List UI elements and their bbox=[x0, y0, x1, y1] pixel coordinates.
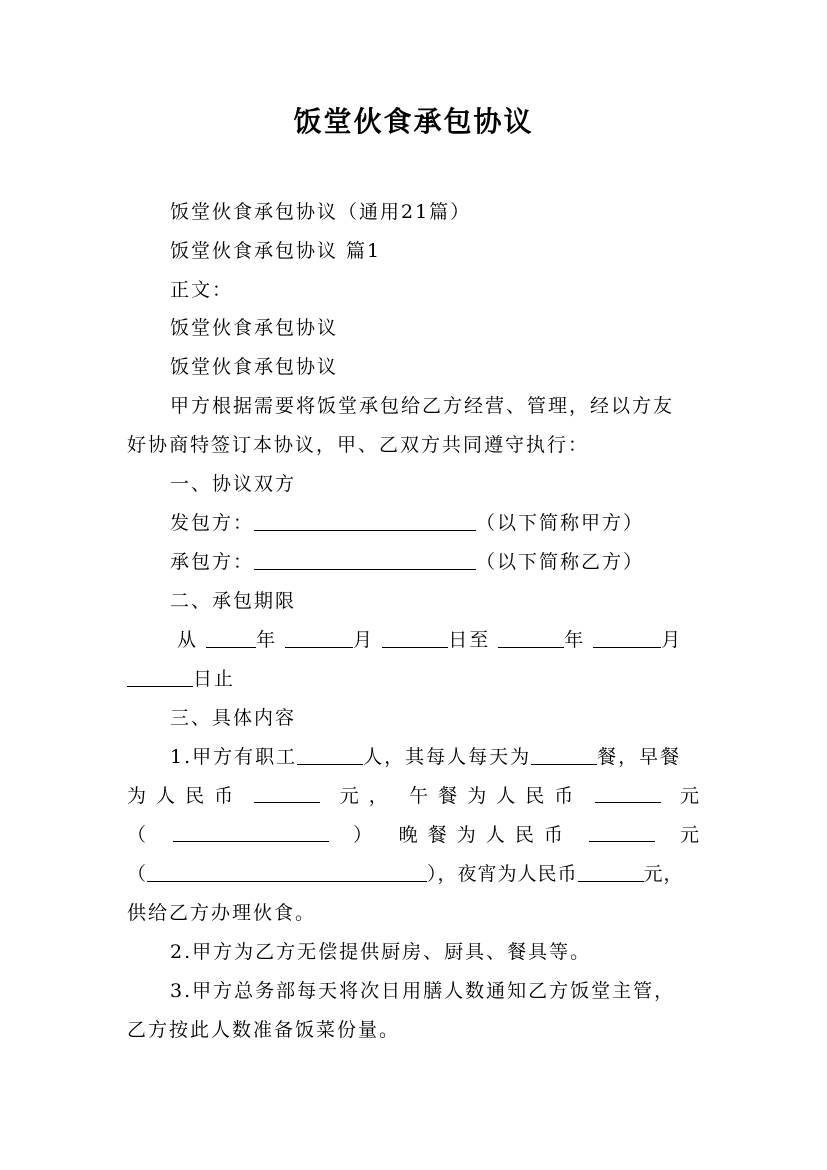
text: 元， bbox=[643, 863, 684, 885]
body-line: 饭堂伙食承包协议 bbox=[170, 356, 339, 378]
party-b-label: 承包方： bbox=[170, 551, 255, 573]
text: 元 bbox=[679, 824, 701, 846]
content-item-2: 2.甲方为乙方无偿提供厨房、厨具、餐具等。 bbox=[170, 941, 592, 963]
body-label: 正文： bbox=[170, 279, 234, 301]
text: 元 ， bbox=[339, 785, 390, 807]
body-paragraph: 甲方根据需要将饭堂承包给乙方经营、管理，经以方友 bbox=[170, 395, 675, 417]
party-a-label: 发包方： bbox=[170, 512, 255, 534]
content-item-1-line3 bbox=[127, 821, 701, 849]
blank bbox=[382, 627, 448, 648]
blank bbox=[285, 627, 353, 648]
blank bbox=[498, 627, 564, 648]
party-a-blank bbox=[254, 510, 476, 531]
blank bbox=[531, 744, 597, 765]
section-heading: 饭堂伙食承包协议 篇1 bbox=[170, 240, 382, 262]
text-day-end: 日止 bbox=[193, 668, 236, 690]
text: 人，其每人每天为 bbox=[363, 746, 532, 768]
content-item-3: 3.甲方总务部每天将次日用膳人数通知乙方饭堂主管， bbox=[170, 980, 676, 1002]
text: 元 bbox=[679, 785, 701, 807]
text: 为 人 民 币 bbox=[127, 785, 236, 807]
party-a-note: （以下简称甲方） bbox=[476, 512, 645, 534]
text: 1.甲方有职工 bbox=[170, 746, 298, 768]
text-month: 月 bbox=[353, 629, 375, 651]
blank bbox=[254, 782, 320, 803]
document-title: 饭堂伙食承包协议 bbox=[293, 105, 534, 138]
body-line: 乙方按此人数准备饭菜份量。 bbox=[127, 1019, 401, 1041]
term-line-end bbox=[127, 665, 701, 693]
body-paragraph: 好协商特签订本协议，甲、乙双方共同遵守执行： bbox=[127, 434, 590, 456]
body-line: 饭堂伙食承包协议 bbox=[170, 317, 339, 339]
doc-subtitle: 饭堂伙食承包协议（通用21篇） bbox=[170, 201, 472, 223]
text: （ bbox=[127, 863, 148, 885]
blank bbox=[595, 782, 661, 803]
text: 午 餐 为 人 民 币 bbox=[409, 785, 576, 807]
party-a-line bbox=[170, 509, 701, 537]
content-item-1-line2 bbox=[127, 782, 701, 810]
blank bbox=[173, 821, 329, 842]
blank bbox=[589, 821, 655, 842]
blank bbox=[297, 744, 363, 765]
clause-heading: 一、协议双方 bbox=[170, 473, 297, 495]
text-from: 从 bbox=[177, 629, 199, 651]
text: 晚 餐 为 人 民 币 bbox=[398, 824, 565, 846]
content-item-1-line4 bbox=[127, 860, 701, 888]
text-year: 年 bbox=[564, 629, 586, 651]
term-line bbox=[127, 626, 701, 654]
blank bbox=[147, 861, 427, 882]
party-b-note: （以下简称乙方） bbox=[476, 551, 645, 573]
text: （ bbox=[127, 824, 149, 846]
text: ），夜宵为人民币 bbox=[427, 863, 578, 885]
blank bbox=[127, 666, 193, 687]
party-b-blank bbox=[254, 549, 476, 570]
text-year: 年 bbox=[256, 629, 278, 651]
text-day-to: 日至 bbox=[448, 629, 491, 651]
body-line: 供给乙方办理伙食。 bbox=[127, 902, 317, 924]
clause-heading: 三、具体内容 bbox=[170, 707, 297, 729]
blank bbox=[578, 861, 644, 882]
content-item-1 bbox=[170, 743, 701, 771]
blank bbox=[206, 627, 256, 648]
blank bbox=[593, 627, 661, 648]
text-month: 月 bbox=[661, 629, 683, 651]
party-b-line bbox=[170, 548, 701, 576]
text: 餐，早餐 bbox=[597, 746, 682, 768]
text: ） bbox=[353, 824, 375, 846]
clause-heading: 二、承包期限 bbox=[170, 590, 297, 612]
